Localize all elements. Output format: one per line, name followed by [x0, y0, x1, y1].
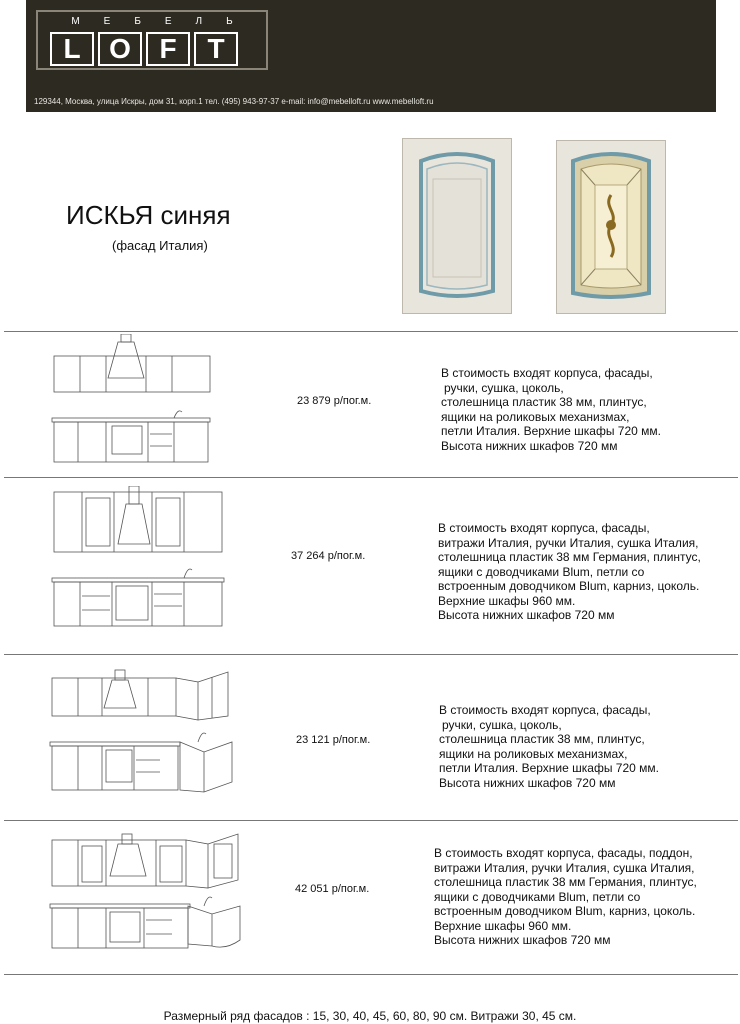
- description-line: В стоимость входят корпуса, фасады,: [441, 366, 653, 380]
- section-divider: [4, 974, 738, 975]
- price-label: 37 264 р/пог.м.: [291, 550, 366, 562]
- description-line: ящики с доводчиками Blum, петли со: [434, 889, 641, 904]
- description-line: ящики с доводчиками Blum, петли со: [438, 564, 645, 579]
- description-line: Высота нижних шкафов 720 мм: [434, 933, 611, 947]
- description-line: столешница пластик 38 мм Германия, плинтус,: [434, 875, 697, 889]
- company-logo: [36, 10, 268, 70]
- description-line: Верхние шкафы 960 мм.: [438, 593, 576, 608]
- kitchen-sketch: [50, 334, 216, 473]
- product-title: ИСКЬЯ синяя: [66, 200, 231, 230]
- description-line: В стоимость входят корпуса, фасады, поддон,: [434, 846, 693, 860]
- description-line: столешница пластик 38 мм, плинтус,: [441, 395, 647, 409]
- description-line: ручки, сушка, цоколь,: [442, 717, 562, 732]
- description-line: витражи Италия, ручки Италия, сушка Италия,: [434, 860, 695, 875]
- description-line: Высота нижних шкафов 720 мм: [439, 775, 616, 790]
- section-divider: [4, 654, 738, 655]
- description-line: петли Италия. Верхние шкафы 720 мм.: [441, 424, 661, 438]
- description-line: столешница пластик 38 мм, плинтус,: [439, 732, 645, 746]
- price-label: 23 121 р/пог.м.: [296, 734, 371, 746]
- facade-glass-image: [556, 140, 666, 314]
- kitchen-sketch: [50, 486, 226, 641]
- kitchen-description: [438, 521, 701, 623]
- description-line: В стоимость входят корпуса, фасады,: [439, 703, 651, 717]
- description-line: ручки, сушка, цоколь,: [444, 380, 564, 395]
- logo-letter: F: [146, 32, 190, 66]
- logo-subtitle: МЕБЕЛЬ: [71, 16, 257, 27]
- price-label: 42 051 р/пог.м.: [295, 883, 370, 895]
- description-line: столешница пластик 38 мм Германия, плинтус,: [438, 550, 701, 564]
- section-divider: [4, 820, 738, 821]
- description-line: витражи Италия, ручки Италия, сушка Италия,: [438, 535, 699, 550]
- price-label: 23 879 р/пог.м.: [297, 395, 372, 407]
- header-banner: [26, 0, 716, 112]
- section-divider: [4, 331, 738, 332]
- facade-solid-image: [402, 138, 512, 314]
- kitchen-sketch: [48, 668, 234, 811]
- section-divider: [4, 477, 738, 478]
- description-line: В стоимость входят корпуса, фасады,: [438, 521, 650, 535]
- company-address: 129344, Москва, улица Искры, дом 31, корп.1 тел. (495) 943-97-37 e-mail: info@mebelloft.ru www.mebelloft.ru: [34, 97, 434, 106]
- description-line: встроенным доводчиком Blum, карниз, цоколь.: [434, 904, 696, 918]
- kitchen-description: [439, 703, 659, 790]
- description-line: Верхние шкафы 960 мм.: [434, 918, 572, 933]
- description-line: встроенным доводчиком Blum, карниз, цоколь.: [438, 579, 700, 593]
- facade-sizes-note: Размерный ряд фасадов : 15, 30, 40, 45, 60, 80, 90 см. Витражи 30, 45 см.: [163, 1009, 577, 1023]
- description-line: ящики на роликовых механизмах,: [441, 409, 630, 424]
- description-line: ящики на роликовых механизмах,: [439, 746, 628, 761]
- logo-letter: O: [98, 32, 142, 66]
- logo-letter: T: [194, 32, 238, 66]
- logo-letter: L: [50, 32, 94, 66]
- description-line: Высота нижних шкафов 720 мм: [438, 608, 615, 622]
- kitchen-sketch: [48, 830, 244, 959]
- kitchen-description: [434, 846, 697, 948]
- description-line: петли Италия. Верхние шкафы 720 мм.: [439, 761, 659, 775]
- product-subtitle: (фасад Италия): [112, 238, 208, 253]
- description-line: Высота нижних шкафов 720 мм: [441, 438, 618, 453]
- kitchen-description: [441, 366, 661, 453]
